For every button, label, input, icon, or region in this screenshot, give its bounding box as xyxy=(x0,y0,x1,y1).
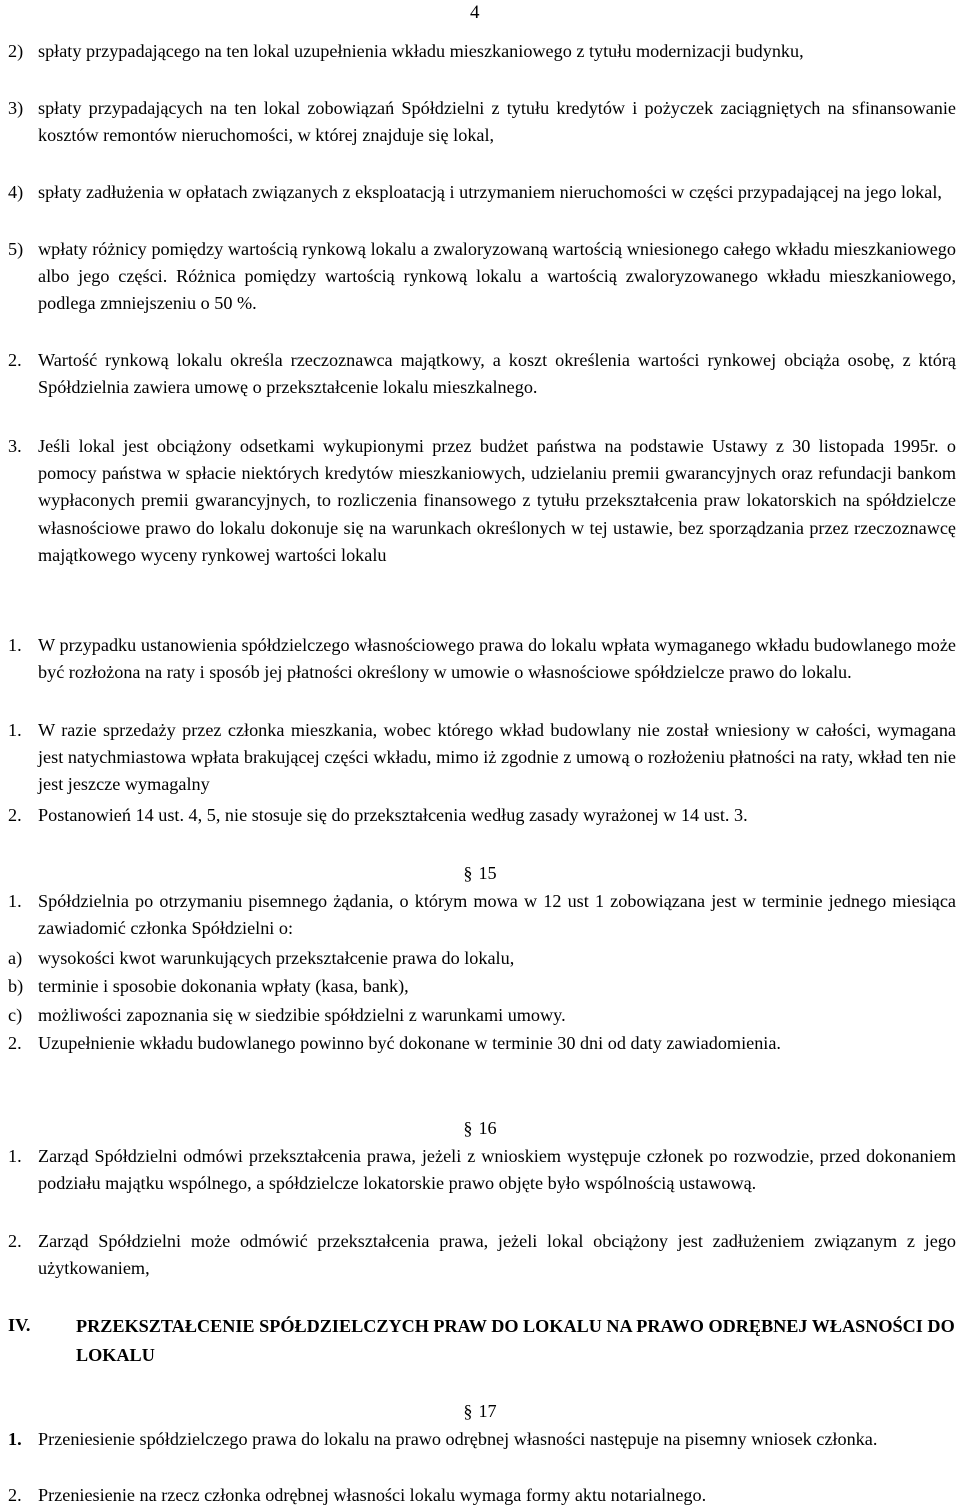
chapter-title: PRZEKSZTAŁCENIE SPÓŁDZIELCZYCH PRAW DO LOKALU NA PRAWO ODRĘBNEJ WŁASNOŚCI DO LOKALU xyxy=(76,1316,955,1365)
item-text: spłaty przypadającego na ten lokal uzupełnienia wkładu mieszkaniowego z tytułu modernizacji budynku, xyxy=(38,41,804,61)
item-number: c) xyxy=(8,1005,23,1025)
item-number: 2. xyxy=(8,1485,22,1505)
section-heading xyxy=(0,860,960,887)
section-number: 15 xyxy=(478,863,497,883)
item-number: 1. xyxy=(8,635,22,655)
item-number: 4) xyxy=(8,182,24,202)
item-text: W razie sprzedaży przez członka mieszkania, wobec którego wkład budowlany nie został wniesiony w całości, wymagana jest natychmiastowa wpłata brakującej części wkładu, mimo iż zgodnie z umową o rozłożeniu płatności na raty, wkład ten nie jest jeszcze wymagalny xyxy=(38,720,956,795)
item-text: wpłaty różnicy pomiędzy wartością rynkową lokalu a zwaloryzowaną wartością wniesionego całego wkładu mieszkaniowego albo jego części. Różnica pomiędzy wartością rynkową lokalu a wartością zwaloryzowanego wkładu mieszkaniowego, podlega zmniejszeniu o 50 %. xyxy=(38,239,956,314)
item-text: spłaty zadłużenia w opłatach związanych z eksploatacją i utrzymaniem nieruchomości w części przypadającej na jego lokal, xyxy=(38,182,942,202)
item-number: 2. xyxy=(8,1033,22,1053)
section-number: 16 xyxy=(478,1118,497,1138)
item-text: W przypadku ustanowienia spółdzielczego własnościowego prawa do lokalu wpłata wymaganego wkładu budowlanego może być rozłożona na raty i sposób jej płatności określony w umowie o własnościowe spółdzielcze prawo do lokalu. xyxy=(38,635,956,683)
item-number: 3. xyxy=(8,436,22,456)
section-number: 17 xyxy=(478,1401,497,1421)
item-number: a) xyxy=(8,948,23,968)
item-number: 1. xyxy=(8,891,22,911)
item-text: Postanowień 14 ust. 4, 5, nie stosuje się do przekształcenia według zasady wyrażonej w 14 ust. 3. xyxy=(38,805,748,825)
item-number: 1. xyxy=(8,720,22,740)
item-text: Przeniesienie na rzecz członka odrębnej własności lokalu wymaga formy aktu notarialnego. xyxy=(38,1485,707,1505)
item-number: 5) xyxy=(8,239,24,259)
item-text: terminie i sposobie dokonania wpłaty (kasa, bank), xyxy=(38,976,409,996)
item-text: Zarząd Spółdzielni odmówi przekształcenia prawa, jeżeli z wnioskiem występuje członek po rozwodzie, przed dokonaniem podziału majątku wspólnego, a spółdzielcze lokatorskie prawo objęte było wspólnością ustawową. xyxy=(38,1146,956,1194)
item-text: Przeniesienie spółdzielczego prawa do lokalu na prawo odrębnej własności następuje na pisemny wniosek członka. xyxy=(38,1429,878,1449)
section-symbol: § xyxy=(463,1118,473,1138)
page-number: 4 xyxy=(470,2,480,23)
item-text: Wartość rynkową lokalu określa rzeczoznawca majątkowy, a koszt określenia wartości rynkowej obciąża osobę, z którą Spółdzielnia zawiera umowę o przekształcenie lokalu mieszkalnego. xyxy=(38,350,956,398)
section-heading xyxy=(0,1398,960,1425)
item-text: Uzupełnienie wkładu budowlanego powinno być dokonane w terminie 30 dni od daty zawiadomienia. xyxy=(38,1033,781,1053)
section-heading xyxy=(0,1115,960,1142)
item-number: 3) xyxy=(8,98,24,118)
item-number: 2) xyxy=(8,41,24,61)
item-number: 1. xyxy=(8,1146,22,1166)
item-number: b) xyxy=(8,976,24,996)
chapter-number: IV. xyxy=(8,1315,31,1335)
section-symbol: § xyxy=(463,863,473,883)
item-text: Jeśli lokal jest obciążony odsetkami wykupionymi przez budżet państwa na podstawie Ustawy z 30 listopada 1995r. o pomocy państwa w spłacie niektórych kredytów mieszkaniowych, udzielaniu premii gwarancyjnych oraz refundacji bankom wypłaconych premii gwarancyjnych, to rozliczenia finansowego z tytułu przekształcenia praw lokatorskich na spółdzielcze własnościowe prawo do lokalu dokonuje się na warunkach określonych w tej ustawie, bez sporządzania przez rzeczoznawcę majątkowego wyceny rynkowej wartości lokalu xyxy=(38,436,956,565)
item-text: wysokości kwot warunkujących przekształcenie prawa do lokalu, xyxy=(38,948,515,968)
item-number: 2. xyxy=(8,1231,22,1251)
item-text: możliwości zapoznania się w siedzibie spółdzielni z warunkami umowy. xyxy=(38,1005,566,1025)
item-text: spłaty przypadających na ten lokal zobowiązań Spółdzielni z tytułu kredytów i pożyczek zaciągniętych na sfinansowanie kosztów remontów nieruchomości, w której znajduje się lokal, xyxy=(38,98,956,146)
item-number: 2. xyxy=(8,350,22,370)
section-symbol: § xyxy=(463,1401,473,1421)
item-text: Zarząd Spółdzielni może odmówić przekształcenia prawa, jeżeli lokal obciążony jest zadłużeniem związanym z jego użytkowaniem, xyxy=(38,1231,956,1279)
item-number: 2. xyxy=(8,805,22,825)
item-text: Spółdzielnia po otrzymaniu pisemnego żądania, o którym mowa w 12 ust 1 zobowiązana jest w terminie jednego miesiąca zawiadomić członka Spółdzielni o: xyxy=(38,891,956,939)
item-number: 1. xyxy=(8,1429,22,1449)
